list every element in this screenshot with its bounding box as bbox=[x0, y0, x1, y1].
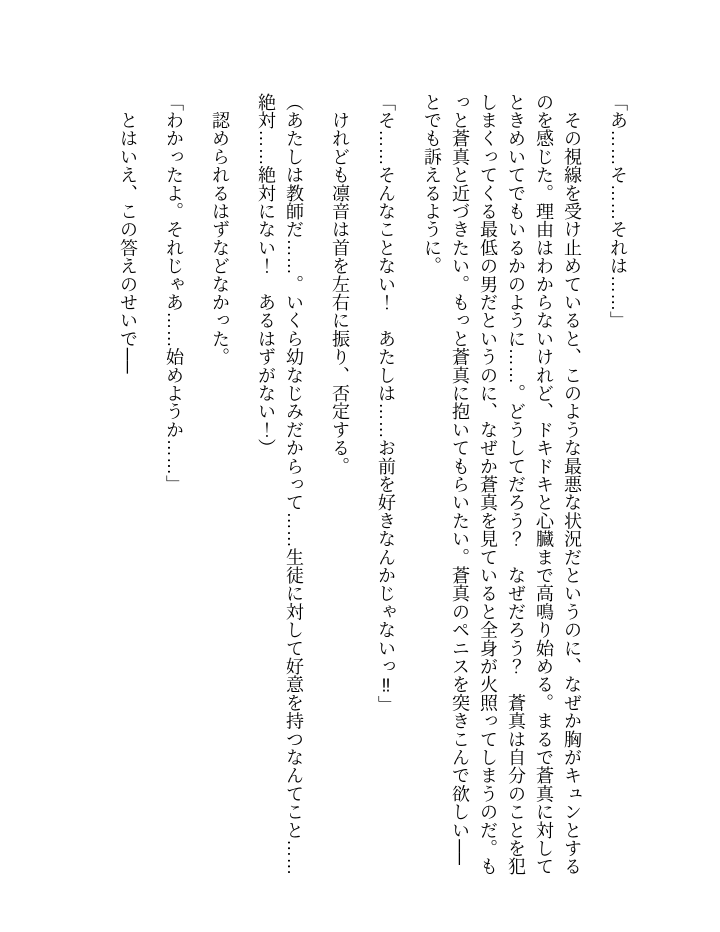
paragraph-narration-4: とはいえ、この答えのせいで── bbox=[118, 93, 138, 374]
paragraph-narration-3: 認められるはずなどなかった。 bbox=[210, 93, 230, 366]
paragraph-dialogue-2: 「そ……そんなことない！ あたしは……お前を好きなんかじゃないっ‼」 bbox=[376, 93, 396, 714]
paragraph-inner-monologue: （あたしは教師だ……。いくら幼なじみだからって……生徒に対して好意を持つなんてこと……絶対……絶対にない！ あるはずがない！） bbox=[256, 93, 304, 876]
paragraph-dialogue-3: 「わかったよ。それじゃあ……始めようか……」 bbox=[164, 93, 184, 494]
vertical-text-block bbox=[114, 93, 632, 881]
paragraph-narration-2: けれども凛音は首を左右に振り、否定する。 bbox=[330, 93, 350, 476]
paragraph-narration-1: その視線を受け止めていると、このような最悪な状況だというのに、なぜか胸がキュンとするのを感じた。理由はわからないけれど、ドキドキと心臓まで高鳴り始める。まるで蒼真に対してときめいてでもいるかのように……。どうしてだろう？ なぜだろう？ 蒼真は自分のことを犯しまくってくる最低の男だというのに、なぜか蒼真を見ていると全身が火照ってしまうのだ。もっと蒼真と近づきたい。もっと蒼真に抱いてもらいたい。蒼真のペニスを突きこんで欲しい──とでも訴えるように。 bbox=[422, 93, 582, 876]
paragraph-dialogue-1: 「あ……そ……それは……」 bbox=[608, 93, 628, 330]
